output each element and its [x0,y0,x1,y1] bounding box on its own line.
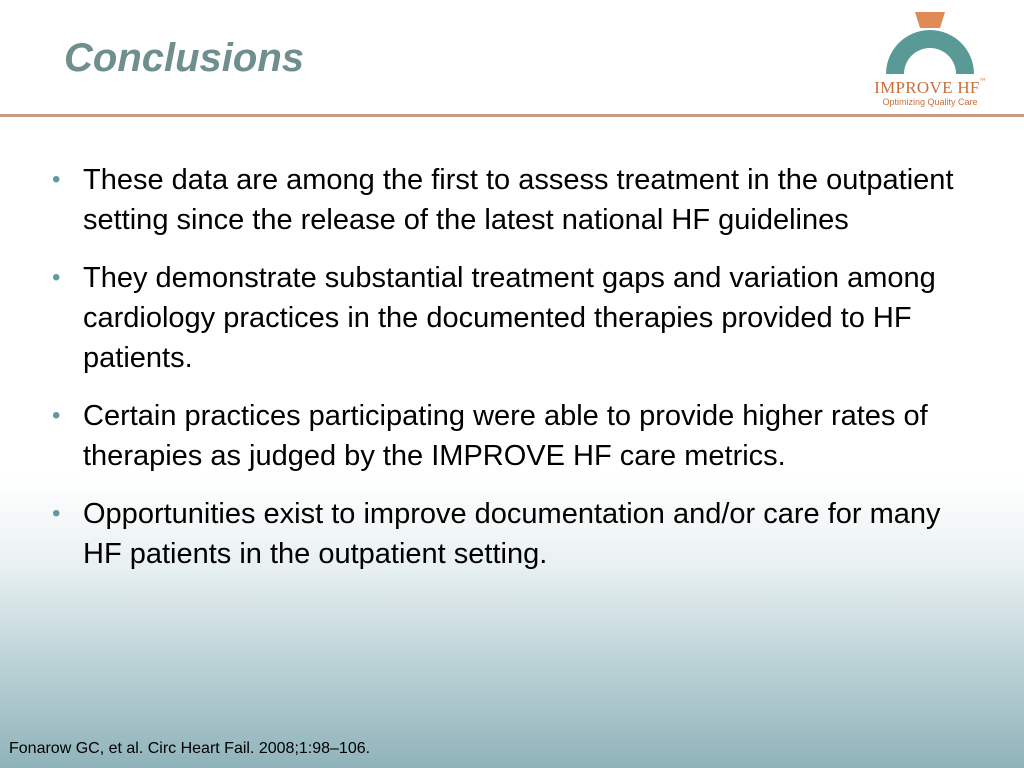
slide-title: Conclusions [64,36,305,80]
bullet-marker: • [52,264,61,291]
bullet-text: Opportunities exist to improve documentation and/or care for many HF patients in the outpatient setting. [83,498,941,570]
logo-tagline: Optimizing Quality Care [882,97,978,107]
bullet-text: Certain practices participating were able to provide higher rates of therapies as judged by the IMPROVE HF care metrics. [83,400,928,472]
bullet-marker: • [52,402,61,429]
improve-hf-logo [862,8,998,108]
logo-name: IMPROVE HF™ [874,78,986,97]
bullet-text: They demonstrate substantial treatment gaps and variation among cardiology practices in the documented therapies provided to HF patients. [83,262,936,374]
title-divider [0,114,1024,117]
bullet-item [52,160,972,240]
bullet-marker: • [52,500,61,527]
bullet-item [52,258,972,378]
bullet-text: These data are among the first to assess treatment in the outpatient setting since the release of the latest national HF guidelines [83,164,954,236]
bullet-list [52,160,972,592]
bullet-item [52,494,972,574]
logo-arch-icon [882,10,978,78]
bullet-marker: • [52,166,61,193]
citation: Fonarow GC, et al. Circ Heart Fail. 2008;1:98–106. [9,740,371,757]
bullet-item [52,396,972,476]
